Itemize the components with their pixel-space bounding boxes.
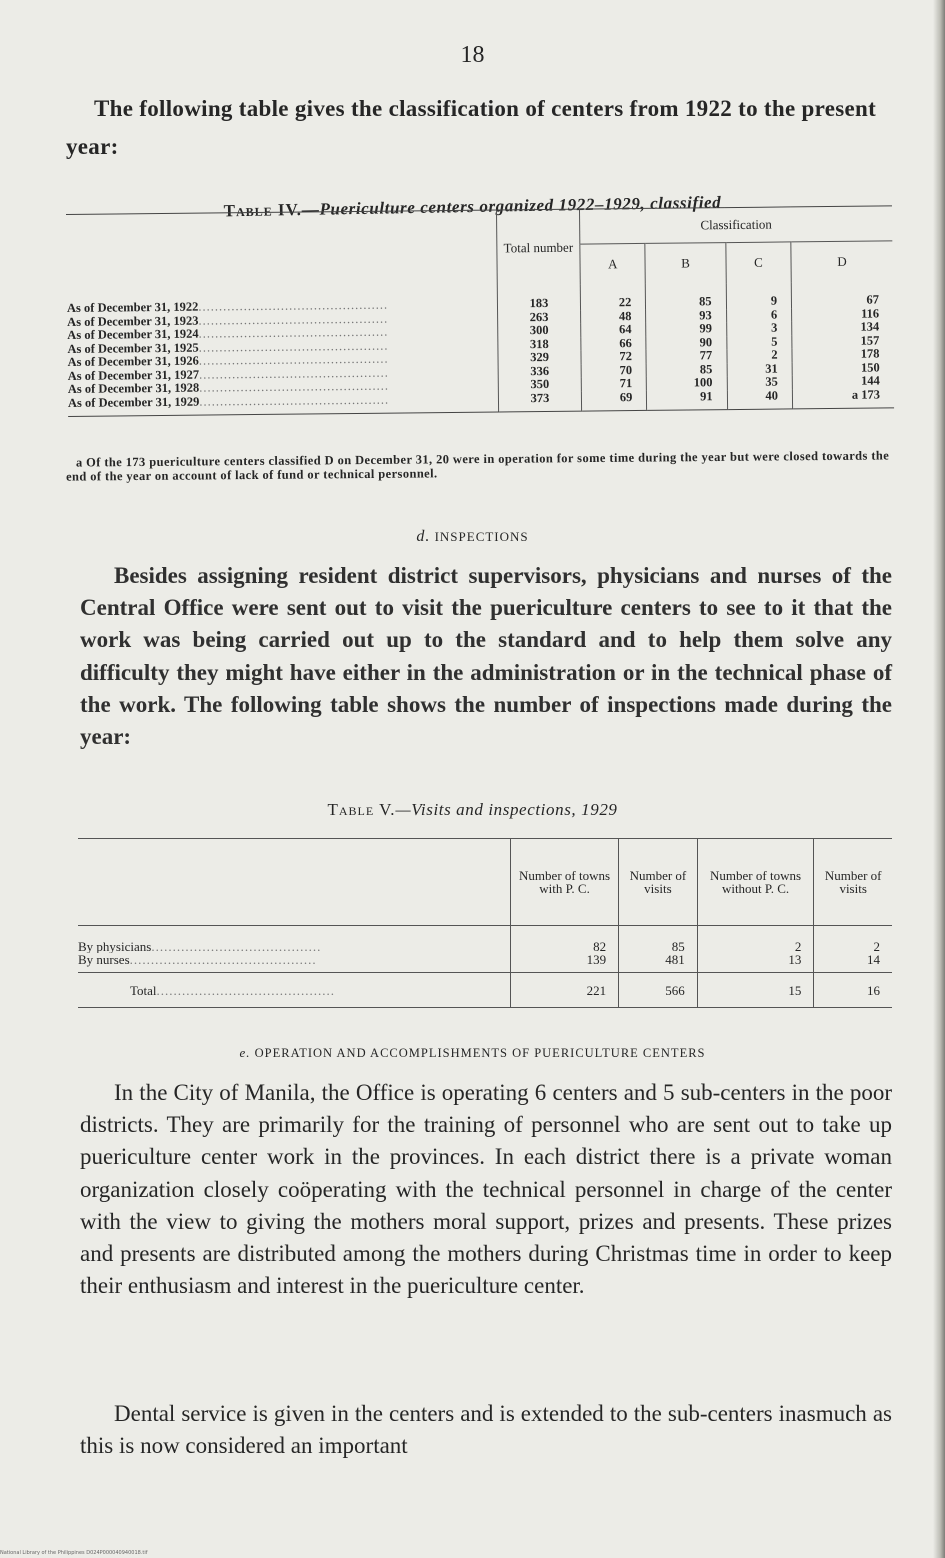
page-edge-shadow [933, 0, 945, 1558]
table-cell: 40 [727, 389, 793, 410]
table-v-header-towns-without-pc: Number of towns without P. C. [697, 839, 814, 926]
table-cell: 82 [511, 926, 619, 954]
table-cell: 85 [647, 363, 727, 377]
table-cell: 2 [727, 348, 793, 362]
table-iv-header-b: B [645, 243, 726, 284]
table-v-header-visits-with-pc: Number of visits [619, 839, 698, 926]
table-row [78, 926, 892, 954]
table-cell: 336 [498, 364, 581, 378]
table-cell: 91 [647, 390, 727, 411]
table-cell: 67 [791, 281, 893, 308]
intro-paragraph: The following table gives the classification of centers from 1922 to the present year: [66, 96, 877, 159]
table-iv-row-label: As of December 31, 1923.............................................. [67, 311, 389, 329]
table-iv-row-label: As of December 31, 1927.............................................. [67, 365, 389, 383]
table-cell: 263 [498, 310, 581, 324]
section-e-heading [0, 1045, 945, 1061]
table-iv-row-label: As of December 31, 1924.............................................. [67, 324, 389, 342]
table-cell: 72 [581, 350, 647, 364]
table-cell: 71 [581, 377, 647, 391]
table-cell: 481 [619, 953, 698, 973]
table-cell: 373 [498, 391, 581, 412]
table-iv-header-d: D [791, 241, 893, 283]
table-cell: 350 [498, 378, 581, 392]
table-iv [66, 205, 894, 417]
table-v-caption-title: —Visits and inspections, 1929 [395, 800, 618, 819]
table-cell: 157 [792, 334, 894, 349]
scan-credit: National Library of the Philippines D024P000040940018.tif [0, 1550, 148, 1556]
table-cell: 13 [697, 953, 814, 973]
table-cell: 144 [792, 374, 894, 389]
table-row [78, 953, 892, 973]
table-iv-header-classification: Classification [579, 206, 892, 244]
table-iv-row-label: As of December 31, 1928.............................................. [67, 378, 389, 396]
table-v [78, 838, 892, 1008]
table-cell: 66 [581, 336, 647, 350]
section-e-title: OPERATION AND ACCOMPLISHMENTS OF PUERICULTURE CENTERS [254, 1046, 706, 1060]
table-iv-header-c: C [726, 242, 792, 283]
table-cell: 14 [814, 953, 892, 973]
table-cell: 2 [697, 926, 814, 954]
table-v-header-visits-without-pc: Number of visits [814, 839, 892, 926]
table-cell: 35 [727, 375, 793, 389]
table-cell: 9 [726, 282, 792, 308]
table-cell: 99 [646, 322, 726, 336]
table-cell: 178 [792, 347, 894, 362]
table-total-row [78, 973, 892, 1008]
table-cell: 183 [497, 285, 580, 311]
table-cell: 221 [511, 973, 619, 1008]
table-cell: 3 [726, 321, 792, 335]
section-d-heading [0, 528, 945, 546]
table-cell: 77 [646, 349, 726, 363]
section-e-letter: e. [239, 1045, 251, 1060]
table-cell: 329 [498, 351, 581, 365]
table-cell: 6 [726, 308, 792, 322]
table-cell: 22 [580, 284, 646, 310]
dental-paragraph: Dental service is given in the centers and is extended to the sub-centers inasmuch as this is now considered an important [80, 1401, 892, 1459]
table-cell: 566 [619, 973, 698, 1008]
table-cell: a 173 [792, 388, 894, 409]
table-cell: 48 [581, 309, 647, 323]
table-cell: 2 [814, 926, 892, 954]
table-iv-stub-header [66, 210, 497, 290]
page-number: 18 [460, 42, 485, 68]
table-iv-footnote: a Of the 173 puericulture centers classified D on December 31, 20 were in operation for some time during the year but were closed towards the end of the year on account of lack of fund or technical personnel. [66, 448, 890, 484]
table-cell: 5 [726, 335, 792, 349]
table-cell: 31 [727, 362, 793, 376]
table-v-stub-header [78, 839, 511, 926]
table-v-header-towns-with-pc: Number of towns with P. C. [511, 839, 619, 926]
table-v-caption [0, 800, 945, 820]
table-cell: 300 [498, 324, 581, 338]
table-cell: 100 [647, 376, 727, 390]
table-cell: 15 [697, 973, 814, 1008]
manila-paragraph: In the City of Manila, the Office is operating 6 centers and 5 sub-centers in the poor districts. They are primarily for the training of personnel who are sent out to take up puericulture center work in the provinces. In each district there is a private woman organization closely coöperating with the technical personnel in charge of the center with the view to giving the mothers moral support, prizes and presents. These prizes and presents are distributed among the mothers during Christmas time in order to keep their enthusiasm and interest in the puericulture center. [80, 1080, 892, 1299]
table-iv-row-label: As of December 31, 1922.............................................. [66, 297, 389, 315]
section-d-letter: d. [416, 528, 431, 545]
table-v-row-label: By physicians........................................ [78, 939, 322, 953]
table-cell: 116 [792, 307, 894, 322]
table-cell: 134 [792, 320, 894, 335]
table-iv-caption-title: —Puericulture centers organized 1922–1929, classified [301, 192, 722, 219]
table-cell: 69 [581, 390, 647, 411]
table-v-row-label: By nurses............................................ [78, 953, 317, 967]
table-cell: 93 [646, 309, 726, 323]
table-v-total-label: Total.......................................... [78, 973, 511, 1008]
table-iv-row-label: As of December 31, 1925.............................................. [67, 338, 389, 356]
inspections-paragraph: Besides assigning resident district supervisors, physicians and nurses of the Central Office were sent out to visit the puericulture centers to see to it that the work was being carried out up to the standard and to help them solve any difficulty they might have either in the administration or in the technical phase of the work. The following table shows the number of inspections made during the year: [80, 563, 892, 750]
table-cell: 90 [646, 336, 726, 350]
table-cell: 150 [792, 361, 894, 376]
table-iv-row-label: As of December 31, 1926.............................................. [67, 351, 389, 369]
table-cell: 85 [646, 283, 727, 309]
table-cell: 318 [498, 337, 581, 351]
table-cell: 70 [581, 363, 647, 377]
table-cell: 139 [511, 953, 619, 973]
table-iv-header-a: A [580, 243, 646, 284]
table-iv-row-label: As of December 31, 1929.............................................. [68, 392, 499, 417]
table-iv-caption-label: Table IV. [223, 199, 303, 221]
table-iv-header-total: Total number [496, 209, 580, 285]
table-cell: 16 [814, 973, 892, 1008]
section-d-title: INSPECTIONS [434, 529, 529, 544]
table-cell: 64 [581, 323, 647, 337]
table-cell: 85 [619, 926, 698, 954]
table-v-caption-label: Table V. [327, 800, 396, 819]
